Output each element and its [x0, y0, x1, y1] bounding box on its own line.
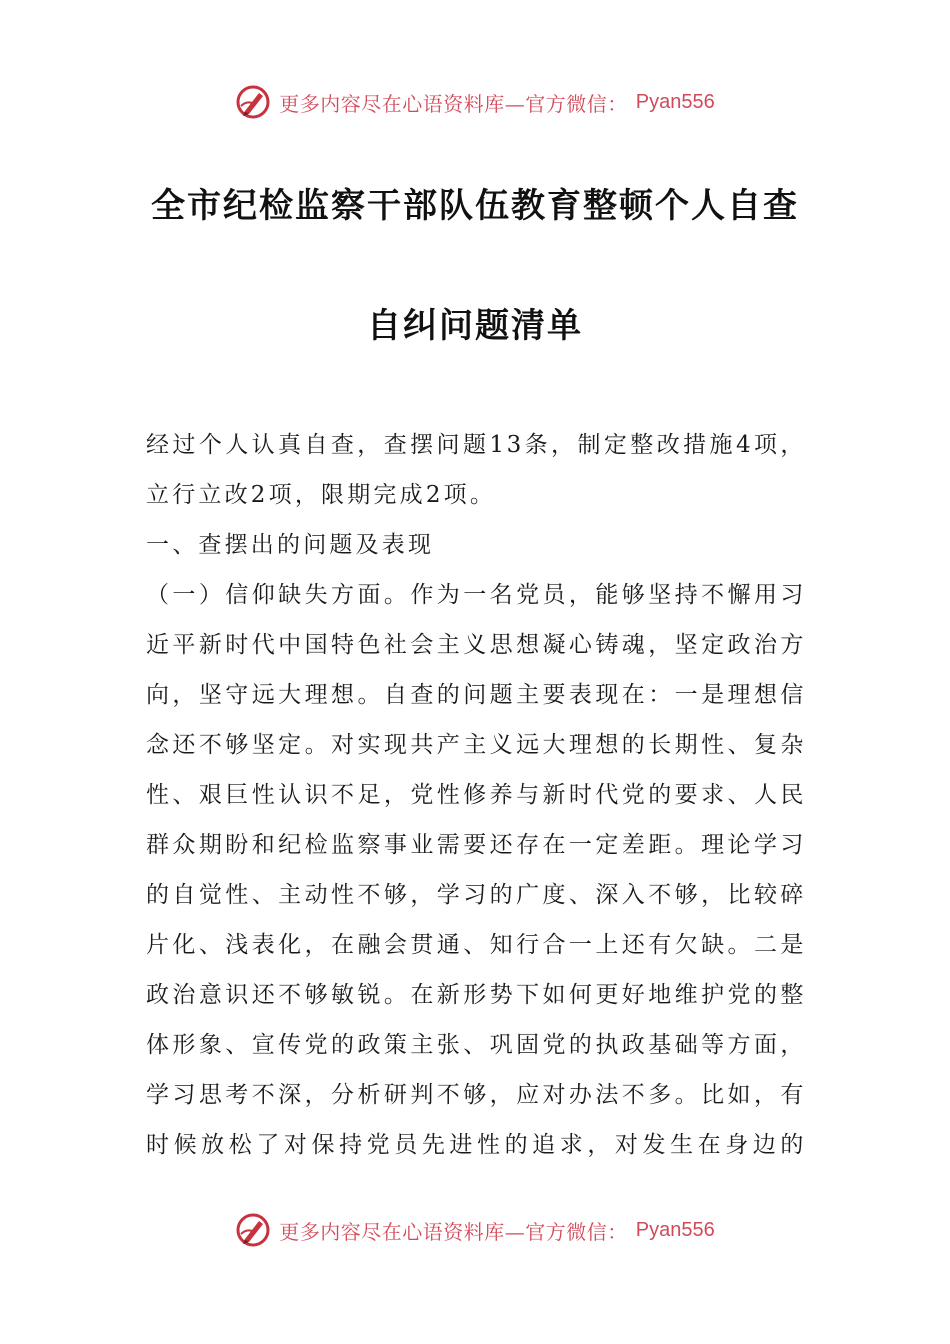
intro-line: 经过个人认真自查，查摆问题13条，制定整改措施4项， [146, 432, 806, 458]
footer-watermark-banner [0, 1210, 950, 1250]
body-line: 群众期盼和纪检监察事业需要还存在一定差距。理论学习 [146, 832, 806, 858]
body-line: 性、艰巨性认识不足，党性修养与新时代党的要求、人民 [146, 782, 806, 808]
pen-logo-icon [235, 84, 271, 120]
body-line: 政治意识还不够敏锐。在新形势下如何更好地维护党的整 [146, 982, 806, 1008]
intro-line: 立行立改2项，限期完成2项。 [146, 482, 497, 508]
banner-text: 更多内容尽在心语资料库—官方微信： [279, 91, 628, 116]
banner-text: 更多内容尽在心语资料库—官方微信： [279, 1219, 628, 1244]
body-line: 的自觉性、主动性不够，学习的广度、深入不够，比较碎 [146, 882, 806, 908]
body-line: 学习思考不深，分析研判不够，应对办法不多。比如，有 [146, 1082, 806, 1108]
header-watermark-banner [0, 82, 950, 122]
pen-logo-icon [235, 1212, 271, 1248]
body-line: 近平新时代中国特色社会主义思想凝心铸魂，坚定政治方 [146, 632, 806, 658]
body-line: 时候放松了对保持党员先进性的追求，对发生在身边的 [146, 1132, 806, 1158]
body-line: （一）信仰缺失方面。作为一名党员，能够坚持不懈用习 [146, 582, 806, 608]
body-line: 体形象、宣传党的政策主张、巩固党的执政基础等方面， [146, 1032, 806, 1058]
wechat-id: Pyan556 [635, 90, 715, 113]
document-title-line1: 全市纪检监察干部队伍教育整顿个人自查 [151, 186, 799, 226]
body-line: 向，坚守远大理想。自查的问题主要表现在：一是理想信 [146, 682, 806, 708]
section-heading: 一、查摆出的问题及表现 [146, 532, 435, 558]
document-body [146, 420, 806, 1170]
document-title-line2: 自纠问题清单 [367, 306, 583, 346]
body-line: 念还不够坚定。对实现共产主义远大理想的长期性、复杂 [146, 732, 806, 758]
wechat-id: Pyan556 [635, 1218, 715, 1241]
body-line: 片化、浅表化，在融会贯通、知行合一上还有欠缺。二是 [146, 932, 806, 958]
